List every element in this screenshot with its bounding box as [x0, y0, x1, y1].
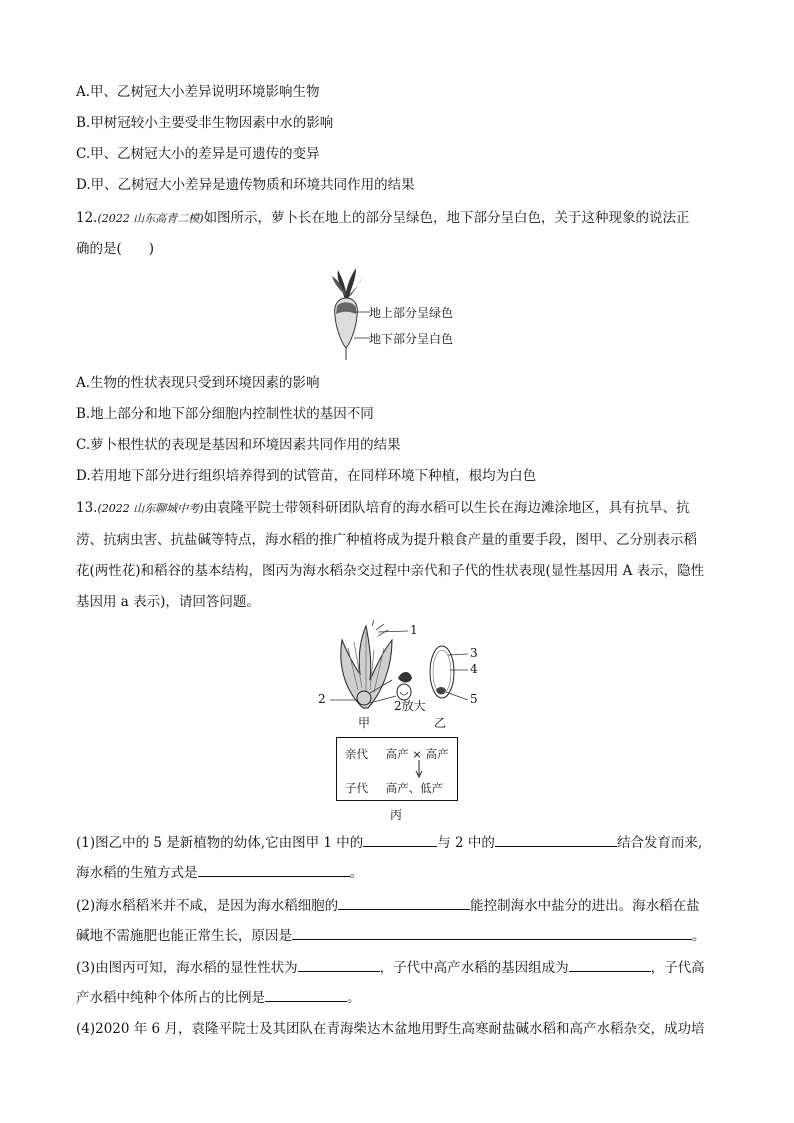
answer-blank-1c[interactable] — [198, 862, 350, 877]
q13-sub2-text-d: 。 — [692, 928, 706, 944]
q13-sub2-text-c: 碱地不需施肥也能正常生长，原因是 — [76, 928, 292, 944]
q13-sub1-text-e: 。 — [349, 865, 363, 881]
fig-label-yi: 乙 — [434, 716, 447, 730]
q13-sub2-line2 — [76, 925, 706, 946]
q13-sub3-text-a: (3)由图丙可知，海水稻的显性性状为 — [76, 960, 298, 976]
q13-sub3-text-c: ，子代高 — [650, 960, 705, 976]
fig-label-jia: 甲 — [358, 716, 371, 730]
q11-option-b: B.甲树冠较小主要受非生物因素中水的影响 — [76, 115, 334, 131]
fig-label-4: 4 — [470, 662, 478, 676]
q11-option-a: A.甲、乙树冠大小差异说明环境影响生物 — [76, 84, 320, 100]
child-value: 高产、低产 — [385, 781, 444, 795]
q11-option-d: D.甲、乙树冠大小差异是遗传物质和环境共同作用的结果 — [76, 177, 415, 193]
q12-number: 12. — [76, 210, 98, 226]
answer-blank-3c[interactable] — [265, 987, 347, 1002]
q13-sub3-text-b: ，子代中高产水稻的基因组成为 — [379, 960, 569, 976]
q13-sub1-line2 — [76, 862, 363, 883]
q13-source: (2022 山东聊城中考) — [97, 502, 204, 515]
fig-label-enlarge: 2放大 — [394, 699, 426, 713]
cross-table — [336, 737, 458, 801]
fig-label-1: 1 — [410, 623, 418, 637]
q13-sub3-line2 — [76, 987, 361, 1008]
q13-sub2-line1 — [76, 895, 700, 916]
q13-stem-line4: 基因用 a 表示)，请回答问题。 — [76, 594, 260, 610]
q13-sub1-text-b: 与 2 中的 — [437, 835, 495, 851]
q11-option-c: C.甲、乙树冠大小的差异是可遗传的变异 — [76, 146, 320, 162]
q13-sub1-text-d: 海水稻的生殖方式是 — [76, 865, 198, 881]
q13-sub3-text-e: 。 — [347, 990, 361, 1006]
answer-blank-3a[interactable] — [298, 957, 380, 972]
answer-blank-2a[interactable] — [338, 895, 470, 910]
q12-stem: 如图所示，萝卜长在地上的部分呈绿色，地下部分呈白色，关于这种现象的说法正 — [203, 210, 690, 226]
q13-stem-line3: 花(两性花)和稻谷的基本结构，图丙为海水稻杂交过程中亲代和子代的性状表现(显性基因用 A 表示，隐性 — [76, 563, 705, 579]
parent-label: 亲代 — [345, 747, 368, 761]
q13-sub1-line1 — [76, 832, 702, 853]
q12-option-a: A.生物的性状表现只受到环境因素的影响 — [76, 375, 320, 391]
q13-number: 13. — [76, 500, 98, 516]
q12-source: (2022 山东高青二模) — [97, 212, 204, 225]
q13-stem-line2: 涝、抗病虫害、抗盐碱等特点，海水稻的推广种植将成为提升粮食产量的重要手段，图甲、乙分别表示稻 — [76, 532, 697, 548]
q12-stem-line2: 确的是( ) — [76, 241, 155, 257]
answer-blank-2b[interactable] — [292, 925, 692, 940]
answer-blank-1a[interactable] — [363, 832, 437, 847]
q13-sub3-line1 — [76, 957, 705, 978]
q13-stem-text: 由袁隆平院士带领科研团队培育的海水稻可以生长在海边滩涂地区，具有抗旱、抗 — [203, 500, 690, 516]
q12-option-d: D.若用地下部分进行组织培养得到的试管苗，在同样环境下种植，根均为白色 — [76, 468, 537, 484]
q13-stem-line1 — [76, 498, 690, 519]
fig-label-3: 3 — [470, 646, 478, 660]
radish-label-top: 地上部分呈绿色 — [369, 306, 454, 320]
q13-sub4-line1: (4)2020 年 6 月，袁隆平院士及其团队在青海柴达木盆地用野生高寒耐盐碱水稻和高产水稻杂交，成功培 — [76, 1021, 705, 1037]
answer-blank-1b[interactable] — [495, 832, 617, 847]
parent-value: 高产 × 高产 — [385, 747, 449, 761]
child-label: 子代 — [345, 781, 368, 795]
radish-leader-lines — [354, 305, 370, 345]
fig-label-bing: 丙 — [390, 808, 403, 822]
q13-sub2-text-a: (2)海水稻稻米并不咸，是因为海水稻细胞的 — [76, 898, 339, 914]
q12-stem-line1 — [76, 208, 690, 229]
fig-label-2: 2 — [318, 692, 326, 706]
radish-label-bottom: 地下部分呈白色 — [369, 332, 454, 346]
q12-option-b: B.地上部分和地下部分细胞内控制性状的基因不同 — [76, 406, 374, 422]
q13-sub3-text-d: 产水稻中纯种个体所占的比例是 — [76, 990, 265, 1006]
q12-option-c: C.萝卜根性状的表现是基因和环境因素共同作用的结果 — [76, 437, 401, 453]
arrow-down-icon — [415, 760, 423, 778]
fig-label-5: 5 — [470, 692, 478, 706]
q13-sub1-text-a: (1)图乙中的 5 是新植物的幼体,它由图甲 1 中的 — [76, 835, 364, 851]
answer-blank-3b[interactable] — [569, 957, 651, 972]
child-row — [345, 780, 443, 796]
q13-sub2-text-b: 能控制海水中盐分的进出。海水稻在盐 — [470, 898, 700, 914]
parent-row — [345, 746, 449, 762]
q13-sub1-text-c: 结合发育而来, — [616, 835, 703, 851]
